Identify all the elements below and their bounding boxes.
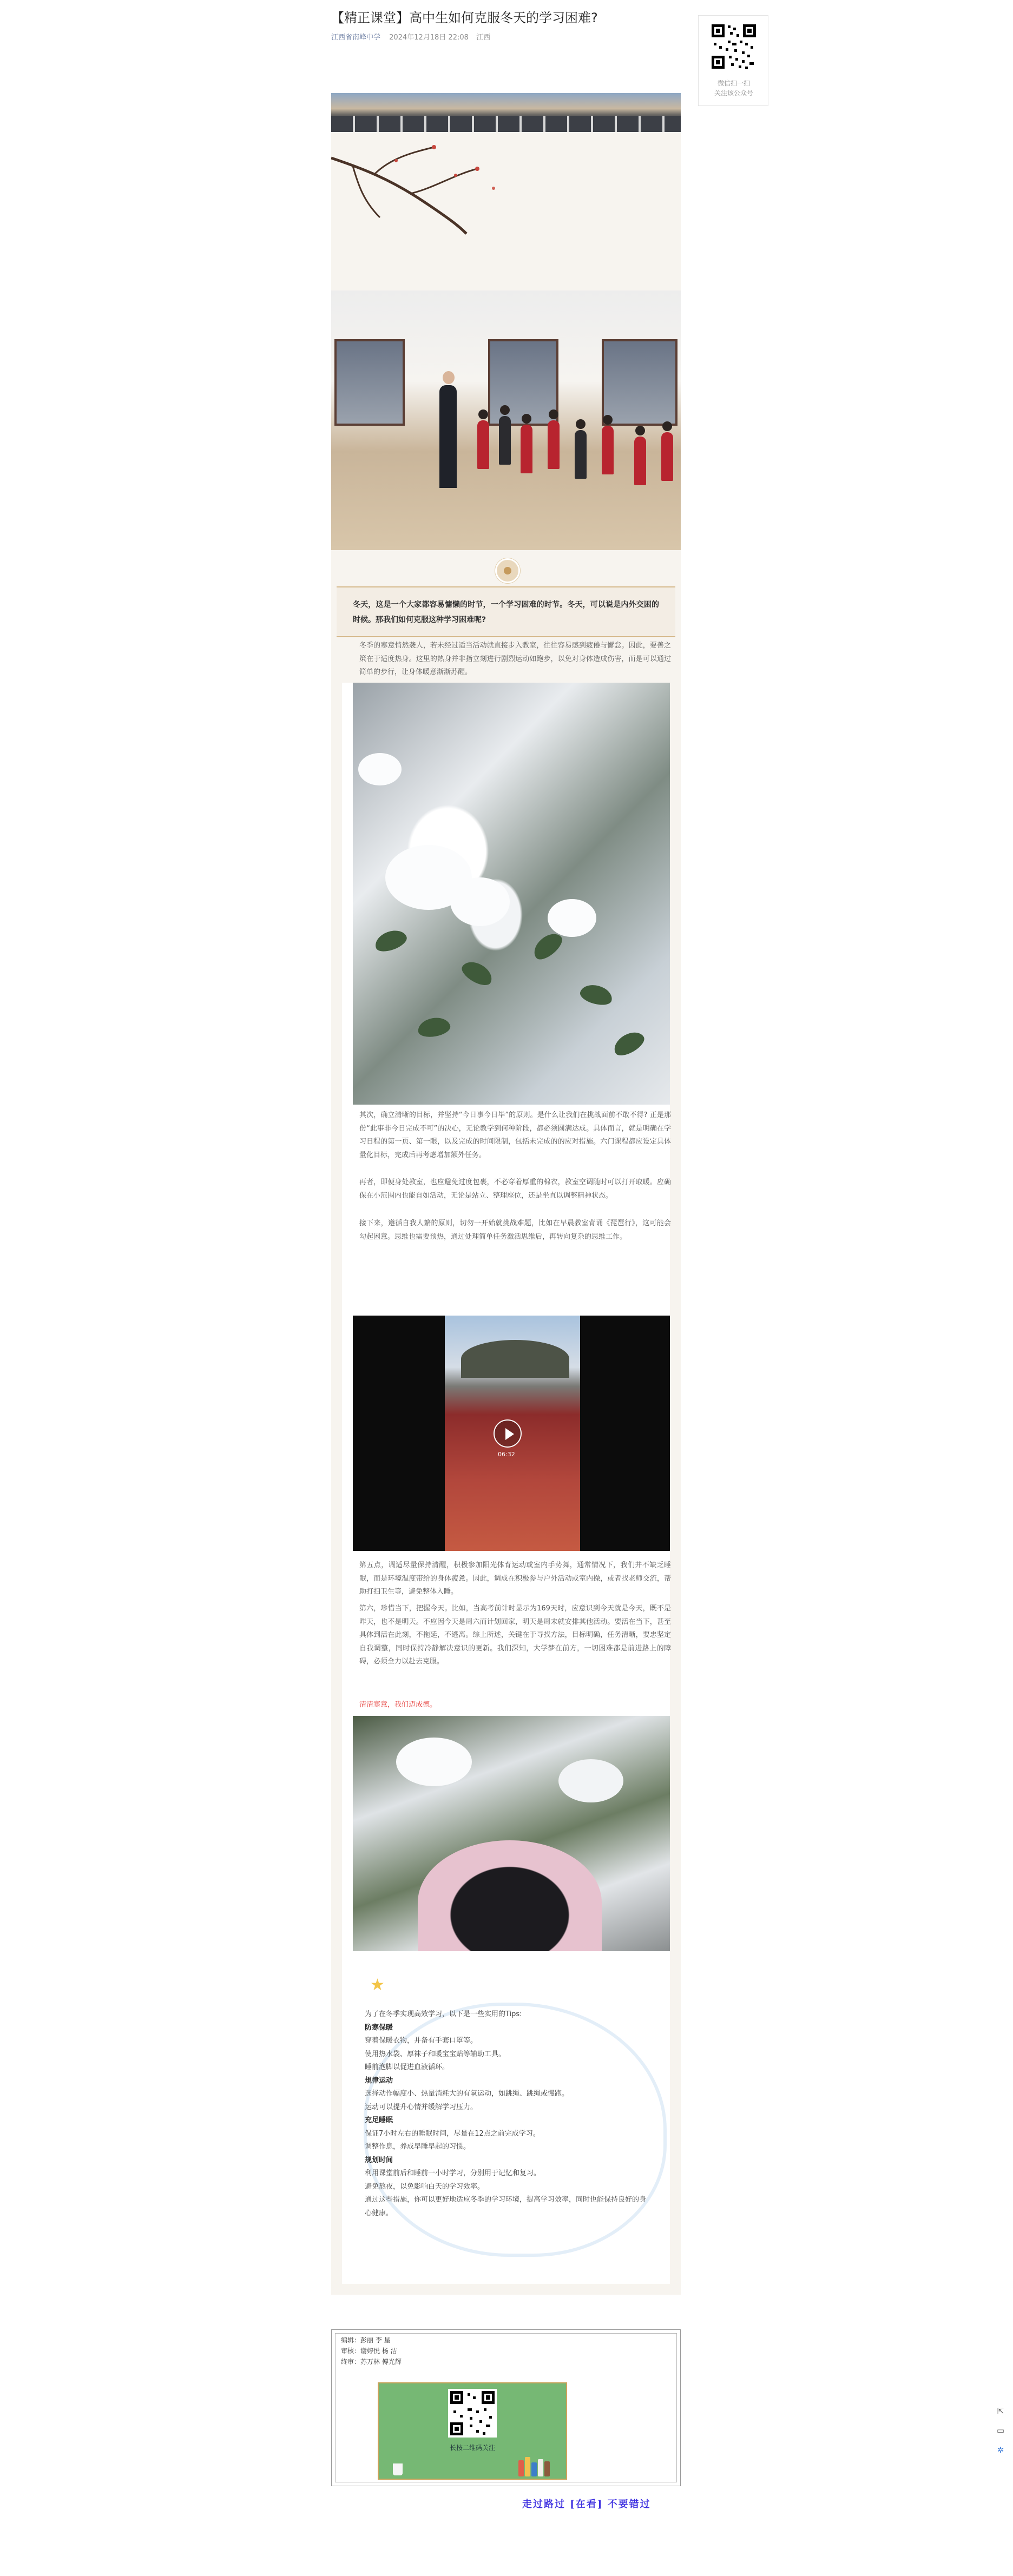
plum-branch-decoration <box>331 136 681 239</box>
tips-line: 使用热水袋、厚袜子和暖宝宝贴等辅助工具。 <box>365 2050 506 2058</box>
tips-heading: 规划时间 <box>365 2156 393 2164</box>
tips-heading: 規律运动 <box>365 2076 393 2085</box>
content-card <box>342 642 671 2284</box>
play-icon[interactable] <box>494 1419 522 1448</box>
red-highlight-text: 清清寒意，我们迈成德。 <box>359 1701 437 1709</box>
article-title: 【精正课堂】高中生如何克服冬天的学习困难? <box>331 10 598 25</box>
classroom-photo <box>331 290 681 550</box>
paragraph-goals: 其次，确立清晰的目标，并坚持“今日事今日毕”的原则。是什么让我们在挑战面前不敢不得? 正是那份“此事非今日完成不可”的决心，无论教学到何种阶段，都必须圆满达成。具体而言，就是明确在学习日程的第一页、第一眼，以及完成的时间限制，包括未完成的的应对措施。六门课程都应设定具体量化目标，完成后再考虑增加额外任务。 <box>359 1111 671 1159</box>
follow-qr-box[interactable] <box>698 15 768 106</box>
credit-review: 审核：谢婷悦 杨 洁 <box>341 2347 397 2355</box>
tips-line: 睡前泡脚以促进血液循环。 <box>365 2063 450 2071</box>
star-icon: ★ <box>370 1976 385 1994</box>
tips-line: 运动可以提升心情并缓解学习压力。 <box>365 2103 478 2111</box>
paragraph-stay-awake: 第五点，调适尽量保持清醒，积极参加阳光体育运动或室内手势舞，通常情况下，我们并不缺乏睡眠，而是环境温度带给的身体疲惫。因此，调成在积极参与户外活动或室内操，或者找老师交流，帮助打扫卫生等，避免整体入睡。 <box>359 1561 671 1596</box>
lede-box <box>337 586 675 637</box>
article-body <box>331 93 681 2295</box>
qr-chalkboard[interactable] <box>378 2382 567 2480</box>
qr-code-icon <box>448 2389 497 2438</box>
tips-line: 选择动作幅度小、热量消耗大的有氧运动，如跳绳、跳绳或慢跑。 <box>365 2090 569 2098</box>
lede-text: 冬天，这是一个大家都容易慵懒的时节，一个学习困难的时节。冬天，可以说是内外交困的时候。那我们如何克服这种学习困难呢? <box>353 600 659 624</box>
snow-hat-photo <box>353 1716 670 1951</box>
video-player[interactable] <box>353 1316 670 1551</box>
qr-code-icon <box>709 22 758 71</box>
paragraph-cherish-today: 第六，珍惜当下，把握今天。比如，当高考前计时显示为169天时，应意识到今天就是今天，既不是昨天，也不是明天。不应因今天是周六而计划回家，明天是周末就安排其他活动。要活在当下，甚至具体到活在此刻，不拖延，不逃离。综上所述，关键在于寻找方法，目标明确，任务清晰，要忠坚定自我调整，同时保持冷静解决意识的更新。我们深知，大学梦在前方，一切困难都是前进路上的障碍，必须全力以赴去克服。 <box>359 1604 671 1666</box>
tips-line: 避免熬夜，以免影响白天的学习效率。 <box>365 2182 485 2191</box>
paragraph-warm-mind: 接下来，遵循自我人繁的原则，切勿一开始就挑战难题，比如在早晨教室背诵《琵琶行》，这可能会勾起困意。思维也需要预热，通过处理简单任务激活思维后，再转向复杂的思维工作。 <box>359 1219 671 1241</box>
credit-final: 终审：苏万林 傅光辉 <box>341 2358 402 2366</box>
tips-heading: 充足睡眠 <box>365 2116 393 2124</box>
comment-icon[interactable]: ▭ <box>996 2426 1005 2435</box>
share-icon[interactable]: ⇱ <box>997 2406 1004 2416</box>
tips-intro: 为了在冬季实现高效学习，以下是一些实用的Tips: <box>365 2010 522 2018</box>
books-icon <box>518 2457 556 2476</box>
credits-box <box>331 2329 681 2486</box>
paragraph-clothing: 再者，即便身处教室，也应避免过度包裹，不必穿着厚重的棉衣，教室空调随时可以打开取暖。应确保在小范围内也能自如活动，无论是站立、整理座位，还是坐直以调整精神状态。 <box>359 1178 671 1200</box>
board-caption: 长按二维码关注 <box>449 2444 495 2452</box>
tips-line: 穿着保暖衣物，并备有手套口罩等。 <box>365 2037 478 2045</box>
tips-line: 通过这些措施，你可以更好地适应冬季的学习环境，提高学习效率，同时也能保持良好的身心健康。 <box>365 2196 647 2217</box>
credit-editor: 编辑：彭丽 李 星 <box>341 2336 391 2344</box>
publish-location: 江西 <box>476 34 491 42</box>
account-name-link[interactable]: 江西省南峰中学 <box>331 34 381 42</box>
closing-slogan: 走过路过 [在看] 不要错过 <box>522 2499 651 2510</box>
tips-line: 调整作息，养成早睡早起的习惯。 <box>365 2143 471 2151</box>
campus-banner-image <box>331 93 681 132</box>
tips-line: 保证7小时左右的睡眠时间，尽量在12点之前完成学习。 <box>365 2129 540 2138</box>
publish-date: 2024年12月18日 22:08 <box>389 34 469 42</box>
loading-icon[interactable]: ✲ <box>997 2445 1004 2455</box>
tips-section <box>365 2008 646 2220</box>
medal-ornament <box>495 558 520 583</box>
video-duration: 06:32 <box>498 1451 515 1458</box>
paragraph-warmup: 冬季的寒意悄然袭人，若未经过适当活动就直接步入教室，往往容易感到疲倦与懈怠。因此，要善之策在于适度热身。这里的热身并非指立刻进行剧烈运动如跑步，以免对身体造成伤害，而是可以通过简单的步行，让身体暖意渐渐苏醒。 <box>359 642 671 676</box>
qr-caption-1: 微信扫一扫 <box>717 80 750 87</box>
cup-icon <box>393 2463 403 2475</box>
snow-leaves-photo-1 <box>353 683 670 1105</box>
qr-caption-2: 关注该公众号 <box>714 89 753 97</box>
article-meta <box>331 31 496 42</box>
tips-heading: 防寒保暖 <box>365 2023 393 2032</box>
tips-line: 利用课堂前后和睡前一小时学习，分别用于记忆和复习。 <box>365 2169 541 2177</box>
